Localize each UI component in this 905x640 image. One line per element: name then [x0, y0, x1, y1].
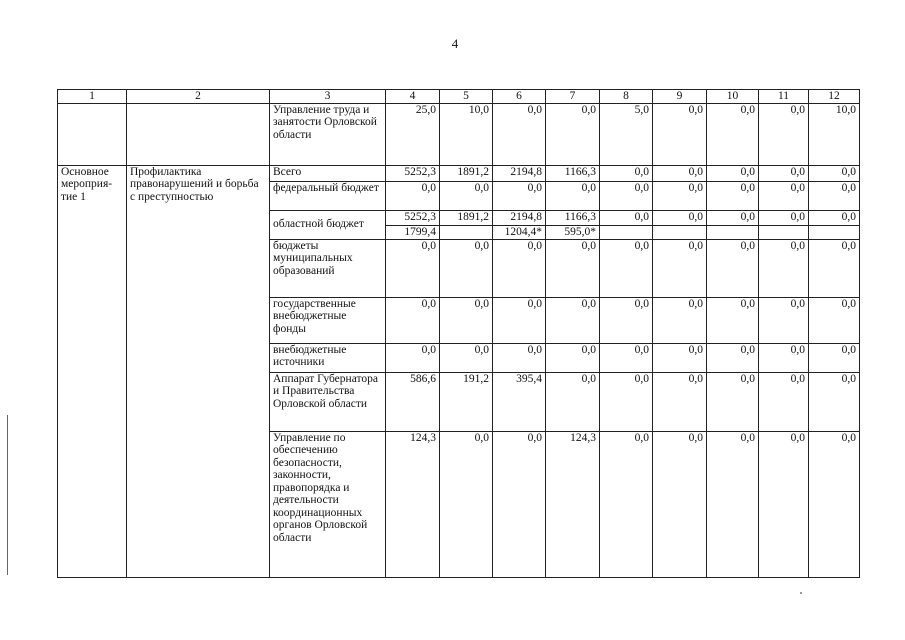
value-cell: 0,0	[759, 103, 809, 165]
value-cell: 0,0	[600, 165, 653, 181]
value-cell: 0,0	[759, 431, 809, 577]
value-cell: 0,0	[809, 431, 860, 577]
value-cell: 0,0	[759, 372, 809, 431]
value-cell: 0,0	[707, 103, 759, 165]
value-cell: 0,0	[493, 181, 546, 210]
value-cell: 0,0	[493, 431, 546, 577]
value-cell: 0,0	[386, 239, 440, 297]
value-cell: 0,0	[600, 372, 653, 431]
value-cell: 0,0	[440, 343, 493, 372]
value-cell: 0,0	[440, 181, 493, 210]
value-cell	[809, 225, 860, 239]
value-cell: 0,0	[809, 181, 860, 210]
value-cell: 0,0	[386, 297, 440, 343]
header-cell: 1	[58, 90, 127, 104]
value-cell: 0,0	[600, 239, 653, 297]
value-cell: 0,0	[653, 372, 707, 431]
value-cell: 0,0	[386, 181, 440, 210]
value-cell: 0,0	[653, 239, 707, 297]
value-cell: 0,0	[809, 239, 860, 297]
value-cell: 0,0	[546, 103, 600, 165]
value-cell: 0,0	[707, 372, 759, 431]
value-cell: 191,2	[440, 372, 493, 431]
value-cell: 0,0	[759, 181, 809, 210]
scan-artifact-speck	[800, 592, 802, 594]
header-cell: 3	[270, 90, 386, 104]
value-cell: 124,3	[386, 431, 440, 577]
source-cell: федеральный бюджет	[270, 181, 386, 210]
table-row	[58, 165, 860, 181]
value-cell: 2194,8	[493, 165, 546, 181]
header-cell: 9	[653, 90, 707, 104]
source-cell: государственные внебюджетные фонды	[270, 297, 386, 343]
value-cell: 0,0	[707, 343, 759, 372]
source-cell: Управление труда и занятости Орловской области	[270, 103, 386, 165]
scan-artifact-line	[7, 415, 8, 575]
value-cell: 0,0	[653, 165, 707, 181]
value-cell: 0,0	[600, 297, 653, 343]
activity-name-cell: Профилактика правонарушений и борьба с преступностью	[127, 165, 270, 577]
value-cell	[653, 225, 707, 239]
value-cell: 0,0	[493, 343, 546, 372]
value-cell: 0,0	[707, 210, 759, 225]
value-cell: 0,0	[600, 343, 653, 372]
value-cell: 0,0	[493, 239, 546, 297]
source-cell: бюджеты муниципальных образований	[270, 239, 386, 297]
value-cell: 0,0	[809, 297, 860, 343]
page-number: 4	[451, 36, 459, 51]
source-cell: Управление по обеспечению безопасности, законности, правопорядка и деятельности координационных органов Орловской области	[270, 431, 386, 577]
value-cell: 595,0*	[546, 225, 600, 239]
header-cell: 10	[707, 90, 759, 104]
value-cell: 0,0	[493, 103, 546, 165]
value-cell	[440, 225, 493, 239]
empty-cell	[58, 103, 127, 165]
value-cell: 0,0	[653, 103, 707, 165]
value-cell: 0,0	[546, 297, 600, 343]
value-cell: 124,3	[546, 431, 600, 577]
source-cell: областной бюджет	[270, 210, 386, 239]
value-cell: 0,0	[759, 297, 809, 343]
header-cell: 12	[809, 90, 860, 104]
value-cell: 0,0	[386, 343, 440, 372]
header-cell: 6	[493, 90, 546, 104]
value-cell	[759, 225, 809, 239]
empty-cell	[127, 103, 270, 165]
value-cell: 1166,3	[546, 165, 600, 181]
header-cell: 11	[759, 90, 809, 104]
value-cell: 1799,4	[386, 225, 440, 239]
value-cell: 5252,3	[386, 210, 440, 225]
value-cell: 5252,3	[386, 165, 440, 181]
value-cell: 0,0	[759, 343, 809, 372]
value-cell: 0,0	[600, 431, 653, 577]
header-cell: 8	[600, 90, 653, 104]
value-cell: 0,0	[600, 181, 653, 210]
value-cell: 586,6	[386, 372, 440, 431]
value-cell: 1204,4*	[493, 225, 546, 239]
value-cell: 0,0	[653, 297, 707, 343]
value-cell: 0,0	[759, 239, 809, 297]
value-cell: 0,0	[653, 210, 707, 225]
value-cell: 0,0	[759, 210, 809, 225]
value-cell: 0,0	[546, 372, 600, 431]
value-cell: 0,0	[809, 372, 860, 431]
value-cell	[600, 225, 653, 239]
value-cell: 0,0	[653, 181, 707, 210]
value-cell: 0,0	[707, 239, 759, 297]
value-cell	[707, 225, 759, 239]
value-cell: 0,0	[707, 181, 759, 210]
value-cell: 0,0	[809, 210, 860, 225]
value-cell: 0,0	[809, 343, 860, 372]
header-row	[58, 90, 860, 104]
value-cell: 1891,2	[440, 165, 493, 181]
source-cell: Всего	[270, 165, 386, 181]
value-cell: 10,0	[809, 103, 860, 165]
value-cell: 395,4	[493, 372, 546, 431]
header-cell: 5	[440, 90, 493, 104]
value-cell: 0,0	[707, 431, 759, 577]
value-cell: 1891,2	[440, 210, 493, 225]
value-cell: 25,0	[386, 103, 440, 165]
value-cell: 0,0	[759, 165, 809, 181]
value-cell: 0,0	[440, 431, 493, 577]
value-cell: 0,0	[600, 210, 653, 225]
value-cell: 5,0	[600, 103, 653, 165]
value-cell: 0,0	[493, 297, 546, 343]
value-cell: 0,0	[707, 165, 759, 181]
table-row	[58, 103, 860, 165]
budget-table	[57, 89, 860, 578]
value-cell: 10,0	[440, 103, 493, 165]
value-cell: 0,0	[653, 343, 707, 372]
value-cell: 0,0	[809, 165, 860, 181]
value-cell: 0,0	[707, 297, 759, 343]
header-cell: 7	[546, 90, 600, 104]
value-cell: 1166,3	[546, 210, 600, 225]
activity-code-cell: Основное мероприя-тие 1	[58, 165, 127, 577]
header-cell: 4	[386, 90, 440, 104]
source-cell: Аппарат Губернатора и Правительства Орловской области	[270, 372, 386, 431]
value-cell: 0,0	[546, 343, 600, 372]
header-cell: 2	[127, 90, 270, 104]
value-cell: 0,0	[653, 431, 707, 577]
value-cell: 0,0	[546, 239, 600, 297]
source-cell: внебюджетные источники	[270, 343, 386, 372]
value-cell: 2194,8	[493, 210, 546, 225]
value-cell: 0,0	[440, 297, 493, 343]
value-cell: 0,0	[546, 181, 600, 210]
value-cell: 0,0	[440, 239, 493, 297]
